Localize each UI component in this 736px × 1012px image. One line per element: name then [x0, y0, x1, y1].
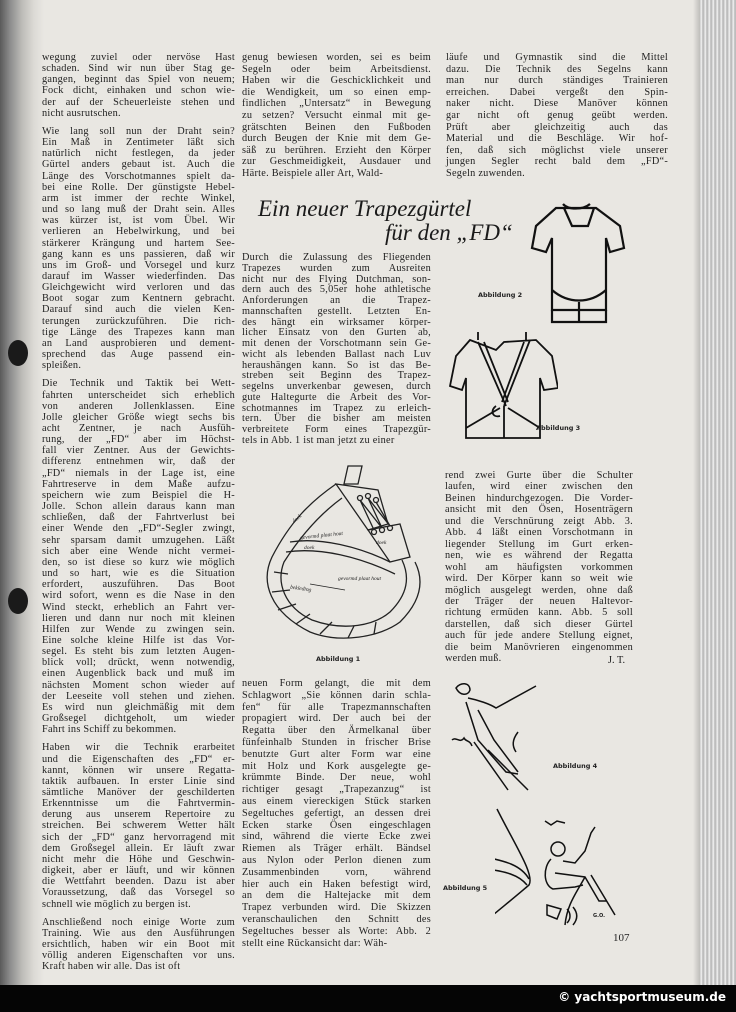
figure-1-label-doek-right: doek: [376, 540, 387, 546]
text-line: fen“ für alle Trapezmannschaften: [242, 701, 431, 713]
text-line: grätschten Beinen den Fußboden: [242, 121, 431, 133]
text-line: schotmannes im Trapez zu erleich-: [242, 402, 431, 414]
paragraph: [242, 253, 431, 447]
article-right-text: [445, 470, 633, 665]
text-line: die Wendigkeit, um so einen emp-: [242, 86, 431, 98]
figure-4-caption: Abbildung 4: [553, 762, 598, 770]
text-line: einen Augenblick back und muß im: [42, 668, 235, 680]
text-line: schließen, daß der Fahrtverlust bei: [42, 512, 235, 524]
text-line: zur Geschmeidigkeit, Ausdauer und: [242, 156, 431, 168]
text-line: dazu. Die Technik des Segelns kann: [446, 63, 668, 75]
text-line: mannschaften gestellt. Letzten En-: [242, 305, 431, 317]
text-line: stärkerer Krängung und hartem See-: [42, 237, 235, 249]
text-line: Haben wir die Geschicklichkeit und: [242, 75, 431, 87]
text-line: sind, während die vierte Ecke zwei: [242, 831, 431, 843]
text-line: Wind steckt, erheblich an Fahrt ver-: [42, 601, 235, 613]
text-line: wird. Der Körper kann so weit wie: [445, 573, 633, 585]
text-line: Jolle gleicher Größe wiegt sechs bis: [42, 411, 235, 423]
article-continued-text: [242, 678, 431, 949]
text-line: darauf im Wasser wiederfinden. Das: [42, 270, 235, 282]
text-line: fünfeinhalb Stunden in frischer Brise: [242, 736, 431, 748]
text-line: segel. Es steht bis zum letzten Augen-: [42, 646, 235, 658]
text-line: segelns unverkenbar gewesen, durch: [242, 381, 431, 392]
text-line: uns im Groß- und Vorsegel und kurz: [42, 259, 235, 271]
text-line: völlig anderen Eigenschaften vor uns.: [42, 950, 235, 962]
text-line: tels in Abb. 1 ist man jetzt zu einer: [242, 434, 395, 446]
text-line: gangen, beginnt das Spiel von neuem;: [42, 74, 235, 86]
text-line: Kraft haben wir alle. Das ist oft: [42, 961, 181, 973]
text-line: Jolle. Schon allein daraus kann man: [42, 501, 235, 513]
figure-5-crew-seated-sketch: [495, 805, 625, 930]
figure-1-label-bekleding: bekleding: [289, 584, 312, 594]
text-line: Schlagwort „Sie können darin schla-: [242, 689, 431, 701]
text-line: Riemen als Träger erhält. Bändsel: [242, 843, 431, 855]
text-line: Wie lang soll nun der Draht sein?: [42, 125, 235, 137]
text-line: Hilfen zur Wende zu zwingen sein.: [42, 623, 235, 635]
text-line: des hängt ein wirksamer körper-: [242, 316, 431, 328]
page-stack-edge: [700, 0, 736, 985]
text-line: darstellen, daß sich dieser Gürtel: [445, 618, 633, 630]
text-line: veranschaulichen den Schnitt des: [242, 913, 431, 925]
text-line: Darauf sind auch die vielen Ken-: [42, 304, 235, 316]
text-line: heraushängen kann. So ist das Be-: [242, 359, 431, 371]
text-line: Härte. Beispiele aller Art, Wald-: [242, 167, 384, 179]
text-line: neuen Form gelangt, die mit dem: [242, 678, 431, 689]
text-line: Ein Maß in Zentimeter läßt sich: [42, 137, 235, 149]
text-line: Fock dicht, einhaken und schon wie-: [42, 85, 235, 97]
paragraph: [42, 917, 235, 973]
binding-ring: [8, 340, 28, 366]
text-line: hier auch ein Haken befestigt wird,: [242, 878, 431, 890]
text-line: Es wird nun gleichmäßig mit dem: [42, 701, 235, 713]
text-line: Regatta über den Ärmelkanal über: [242, 725, 431, 737]
text-line: und so lang muß der Draht sein. Alles: [42, 204, 235, 216]
text-line: Beinen hindurchgezogen. Die Vorder-: [445, 492, 633, 504]
text-line: schnell wie möglich zu bergen ist.: [42, 898, 192, 910]
column-3-top-text: [446, 52, 668, 180]
text-line: jungen Segler recht bald dem „FD“-: [446, 156, 668, 168]
figure-1-label-doek-top: doek: [291, 513, 304, 525]
text-line: fahrten unterscheidet sich erheblich: [42, 389, 235, 401]
text-line: dern auch des 5,05er hohe athletische: [242, 284, 431, 296]
text-line: Durch die Zulassung des Fliegenden: [242, 252, 431, 263]
figure-5-caption: Abbildung 5: [443, 884, 488, 892]
text-line: Segeln oder beim Arbeitsdienst.: [242, 63, 431, 75]
text-line: aus einem viereckigen Stück starken: [242, 795, 431, 807]
paragraph: [446, 52, 668, 180]
paragraph: [42, 378, 235, 735]
text-line: naker nicht. Diese Manöver können: [446, 98, 668, 110]
text-line: an dem die Haltejacke mit dem: [242, 890, 431, 902]
author-signature: J. T.: [608, 655, 626, 666]
text-line: tige Länge des Trapezes kann man: [42, 326, 235, 338]
text-line: mit Holz und Kork ausgelegte ge-: [242, 760, 431, 772]
text-line: an Land ausprobieren und dement-: [42, 337, 235, 349]
text-line: sämtliche Manöver der geschilderten: [42, 787, 235, 798]
text-line: werden muß.: [445, 653, 502, 665]
text-line: Boot sogar zum Kentnern gebracht.: [42, 293, 235, 305]
figure-3-caption: Abbildung 3: [536, 424, 581, 432]
figure-1-label-gevormd-plaat-hout-lower: gevormd plaat hout: [338, 576, 382, 582]
text-line: kannt, können wir unsere Regatta-: [42, 764, 235, 776]
figure-5-initials: G.O.: [593, 913, 606, 919]
column-1-text: [42, 52, 235, 973]
text-line: Segeltuches gefertigt, an dessen drei: [242, 807, 431, 819]
text-line: natürlich nicht festlegen, da jeder: [42, 148, 235, 160]
binding-ring: [8, 588, 28, 614]
text-line: streichen. Bei schwerem Wetter hält: [42, 820, 235, 832]
text-line: taktik aufbauen. In erster Linie sind: [42, 775, 235, 787]
text-line: mit denen der Vorschotmann sein Ge-: [242, 338, 431, 349]
text-line: „FD“ niemals in der Lage ist, eine: [42, 467, 235, 479]
text-line: bei eine Rolle. Der günstigste Hebel-: [42, 181, 235, 193]
text-line: propagiert wird. Der auch bei der: [242, 713, 431, 725]
text-line: nen, wie es während der Regatta: [445, 550, 633, 562]
text-line: Zusammenbinden vorn, während: [242, 866, 431, 878]
figure-4-crew-on-trapeze-sketch: [448, 680, 548, 792]
text-line: lieren und dann nur noch mit kleinen: [42, 612, 235, 624]
text-line: Ecken starke Ösen eingeschlagen: [242, 819, 431, 831]
text-line: aus Nylon oder Perlon dienen zum: [242, 854, 431, 866]
text-line: richtiger gesagt „Trapezanzug“ ist: [242, 784, 431, 796]
text-line: wicht als lebenden Ballast nach Luv: [242, 348, 431, 360]
text-line: richtung ermüden kann. Abb. 5 soll: [445, 607, 633, 619]
text-line: den, so ist diese so kurz wie möglich: [42, 556, 235, 568]
text-line: Die Technik und Taktik bei Wett-: [42, 378, 235, 390]
paragraph: [445, 470, 633, 665]
text-line: arm ist immer der rechte Winkel,: [42, 192, 235, 204]
text-line: verlieren an Hebelwirkung, und bei: [42, 226, 235, 238]
text-line: sich aber eine Wende nicht vermei-: [42, 545, 235, 557]
text-line: Fahrt ins Schiff zu bekommen.: [42, 724, 177, 736]
figure-2-caption: Abbildung 2: [478, 291, 523, 299]
text-line: säß zu berühren. Erzieht den Körper: [242, 144, 431, 156]
text-line: genug bewiesen worden, sei es beim: [242, 52, 431, 63]
text-line: und die Verschnürung zeigt Abb. 3.: [445, 515, 633, 527]
column-2-top-text: [242, 52, 431, 180]
text-line: sehr sparsam damit umzugehen. Läßt: [42, 534, 235, 546]
text-line: Länge des Vorschotmannes spielt da-: [42, 170, 235, 182]
text-line: zu setzen? Versucht einmal mit ge-: [242, 109, 431, 121]
text-line: rung, der „FD“ aber im Höchst-: [42, 434, 235, 446]
text-line: gang kann es uns passieren, daß wir: [42, 248, 235, 260]
page-number: 107: [613, 932, 630, 944]
text-line: und so hart, wie es die Situation: [42, 568, 235, 580]
figure-1-label-doek-inner: doek: [304, 545, 315, 551]
paragraph: [242, 52, 431, 180]
text-line: Haben wir die Technik erarbeitet: [42, 742, 235, 754]
text-line: Training. Wie aus den Ausführungen: [42, 927, 235, 939]
text-line: ersichtlich, haben wir ein Boot mit: [42, 939, 235, 951]
text-line: man nur durch ständiges Trainieren: [446, 75, 668, 87]
paragraph: [42, 126, 235, 371]
text-line: sprechend das Auge passend ein-: [42, 349, 235, 361]
text-line: tern. Über die bisher am meisten: [242, 413, 431, 425]
text-line: sich der „FD“ ganz hervorragend mit: [42, 831, 235, 843]
text-line: erreichen. Dabei vergeßt den Spin-: [446, 86, 668, 98]
text-line: läufe und Gymnastik sind die Mittel: [446, 52, 668, 63]
text-line: spleißen.: [42, 360, 82, 372]
article-title-line-1: Ein neuer Trapezgürtel: [258, 196, 472, 221]
text-line: Erkenntnisse um die Fahrtvermin-: [42, 798, 235, 810]
text-line: verbreitete Form eines Trapezgür-: [242, 424, 431, 435]
text-line: der Träger der neuen Haltevor-: [445, 595, 633, 607]
text-line: gar nicht oft genug geübt werden.: [446, 109, 668, 121]
text-line: differenz entnehmen wir, daß der: [42, 456, 235, 468]
text-line: liegender Stellung im Gurt erken-: [445, 538, 633, 550]
text-line: Abb. 4 läßt einen Vorschotmann in: [445, 527, 633, 539]
text-line: Gleichgewicht wird verloren und das: [42, 282, 235, 294]
text-line: derung aus unserem Repertoire zu: [42, 809, 235, 821]
figure-1-old-trapeze-belt: [250, 462, 430, 657]
text-line: nicht mehr die Höhe und Geschwin-: [42, 853, 235, 865]
text-line: schaden. Sind wir nun über Stag ge-: [42, 63, 235, 75]
text-line: nächsten Moment schon wieder auf: [42, 679, 235, 691]
text-line: acht Zentner, je nach Ausfüh-: [42, 423, 235, 434]
text-line: speichern wie zum Beispiel die H-: [42, 489, 235, 501]
text-line: Material und die Beschläge. Wir hof-: [446, 133, 668, 145]
text-line: dem Großsegel allein. Er läuft zwar: [42, 842, 235, 854]
text-line: Trapezes wurden zum Ausreiten: [242, 262, 431, 274]
text-line: der auf der Scheuerleiste stehen und: [42, 96, 235, 108]
copyright-watermark: © yachtsportmuseum.de: [558, 990, 726, 1004]
text-line: die Wettfahrt beenden. Dazu ist aber: [42, 876, 235, 888]
text-line: möglich ausgelegt werden, ohne daß: [445, 584, 633, 596]
text-line: ansicht mit den Ösen, Hosenträgern: [445, 504, 633, 516]
text-line: benutzte Gurt alter Form war eine: [242, 748, 431, 760]
text-line: rend zwei Gurte über die Schulter: [445, 470, 633, 481]
text-line: auch für jede andere Stellung eignet,: [445, 630, 633, 642]
book-binding-shadow: [0, 0, 44, 985]
text-line: die beim Manövrieren eingenommen: [445, 641, 633, 653]
paragraph: [242, 678, 431, 949]
text-line: streben seit Beginn des Trapez-: [242, 370, 431, 382]
article-intro-text: [242, 253, 431, 447]
text-line: laufen, wird einer zwischen den: [445, 481, 633, 493]
figure-2-back-view-sketch: [528, 198, 628, 326]
text-line: Segeltuches besser als Worte: Abb. 2: [242, 925, 431, 937]
text-line: Gürtel anders gebaut ist. Auch die: [42, 159, 235, 171]
text-line: Anschließend noch einige Worte zum: [42, 916, 235, 928]
text-line: von anderen Jollenklassen. Eine: [42, 400, 235, 412]
text-line: Großsegel dichtgeholt, um wieder: [42, 713, 235, 725]
figure-1-caption: Abbildung 1: [316, 655, 361, 663]
text-line: digkeit, aber er läuft, und wir können: [42, 865, 235, 877]
paragraph: [42, 742, 235, 909]
text-line: findlichen „Untersatz“ in Bewegung: [242, 98, 431, 110]
text-line: Prüft aber gleichzeitig auch das: [446, 121, 668, 133]
text-line: stellt eine Rückansicht dar: Wäh-: [242, 937, 388, 949]
text-line: Eine solche kleine Hilfe ist das Vor-: [42, 634, 235, 646]
text-line: Trapez verbunden wird. Die Skizzen: [242, 902, 431, 914]
paragraph: [42, 52, 235, 119]
text-line: erfordert, auszuführen. Das Boot: [42, 579, 235, 591]
text-line: gute Haltegurte die Arbeit des Vor-: [242, 391, 431, 403]
footer-bar: [0, 985, 736, 1012]
text-line: der Leeseite voll stehen und ziehen.: [42, 690, 235, 702]
text-line: fall vier Zentner. Aus der Gewichts-: [42, 445, 235, 457]
figure-1-label-gevormd-plaat-hout-upper: gevormd plaat hout: [299, 530, 344, 542]
text-line: nicht ausrutschen.: [42, 107, 121, 119]
text-line: Segeln zuwenden.: [446, 167, 525, 179]
text-line: Anforderungen an die Trapez-: [242, 295, 431, 306]
text-line: einer Wende den „FD“-Segler zwingt,: [42, 523, 235, 535]
text-line: was kürzer ist, ist vom Übel. Wir: [42, 215, 235, 227]
text-line: durch Beugen der Knie mit dem Ge-: [242, 133, 431, 145]
text-line: wohl am häufigsten vorkommen: [445, 561, 633, 573]
text-line: wegung zuviel oder nervöse Hast: [42, 52, 235, 63]
text-line: und die Eigenschaften des „FD“ er-: [42, 753, 235, 765]
text-line: terungen zurückzuführen. Die rich-: [42, 315, 235, 327]
text-line: blick voll; drückt, wenn notwendig,: [42, 657, 235, 669]
text-line: wird sofort, wenn es die Nase in den: [42, 590, 235, 602]
text-line: Voraussetzung, daß das Vorsegel so: [42, 887, 235, 899]
text-line: fen, daß sich möglichst viele unserer: [446, 144, 668, 156]
text-line: nicht nur des Flying Dutchman, son-: [242, 273, 431, 285]
text-line: licher Einsatz von den Gurten ab,: [242, 327, 431, 339]
text-line: Fahrtreserve in dem Maße aufzu-: [42, 478, 235, 490]
text-line: krümmte Binde. Der neue, wohl: [242, 772, 431, 784]
article-title-line-2: für den „FD“: [385, 220, 513, 245]
